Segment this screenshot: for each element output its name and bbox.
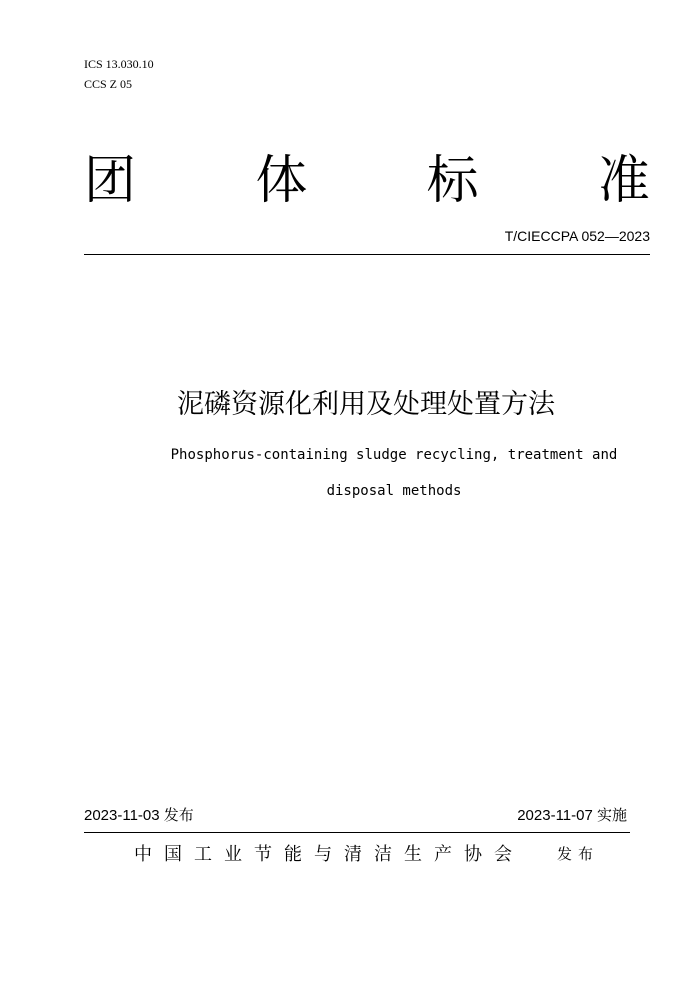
title-char-3: 标 <box>426 151 479 211</box>
classification-codes <box>84 54 154 94</box>
title-char-4: 准 <box>597 151 650 211</box>
document-title-en: Phosphorus-containing sludge recycling, treatment and disposal methods <box>170 447 618 499</box>
publish-label: 发布 <box>557 845 600 863</box>
document-title-cn: 泥磷资源化利用及处理处置方法 <box>177 389 555 420</box>
issue-date: 2023-11-03 发布 <box>84 807 194 824</box>
title-char-1: 团 <box>84 151 137 211</box>
standard-type-title <box>84 150 650 212</box>
title-char-2: 体 <box>255 151 308 211</box>
ccs-code: CCS Z 05 <box>84 77 133 91</box>
header-divider <box>84 254 650 255</box>
footer-divider <box>84 832 630 833</box>
publisher-name: 中国工业节能与清洁生产协会 <box>134 844 524 865</box>
standard-number: T/CIECCPA 052—2023 <box>504 228 650 244</box>
effective-date: 2023-11-07 实施 <box>517 807 627 824</box>
ics-code: ICS 13.030.10 <box>84 57 154 71</box>
